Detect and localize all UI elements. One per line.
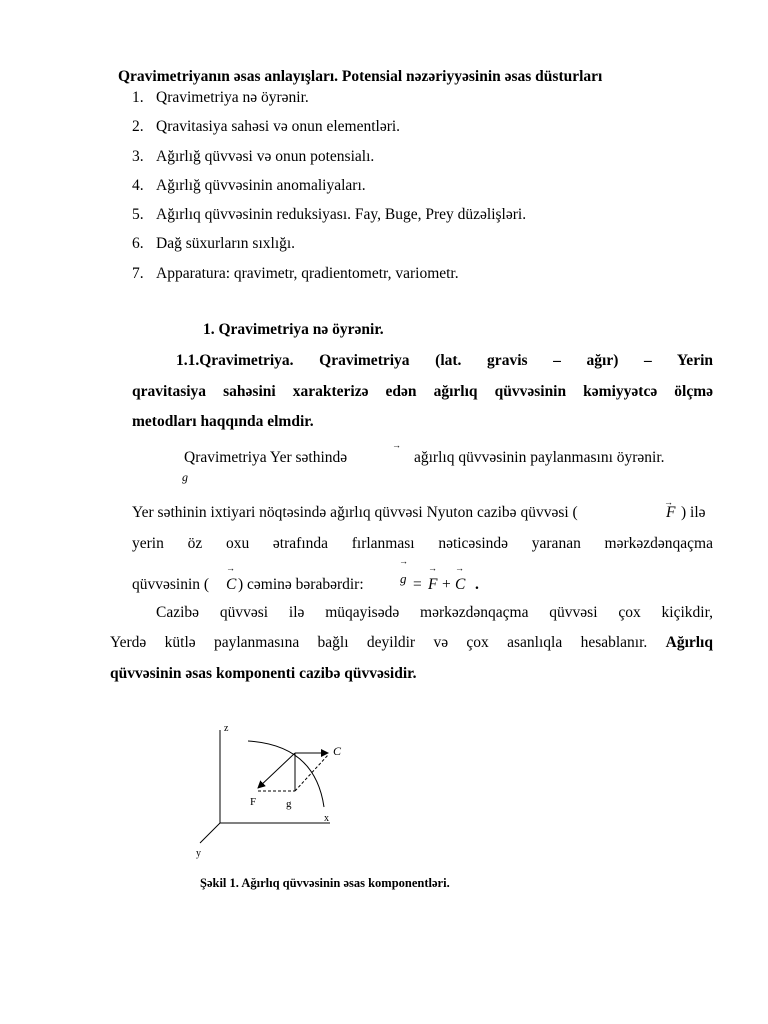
- label-C: C: [333, 744, 342, 758]
- definition-line-2: qravitasiya sahəsini xarakterizə edən ağırlıq qüvvəsinin kəmiyyətcə ölçmə: [132, 383, 713, 400]
- dashed-parallel-2: [295, 755, 328, 791]
- sentence-g-before: Qravimetriya Yer səthində: [184, 449, 348, 466]
- vector-arrow-icon: →: [392, 440, 401, 450]
- list-item: 1. Qravimetriya nə öyrənir.: [132, 89, 309, 106]
- para1-line3-after: ) cəminə bərabərdir:: [238, 576, 364, 593]
- para2-line1: Cazibə qüvvəsi ilə müqayisədə mərkəzdənqaçma qüvvəsi çox kiçikdir,: [156, 604, 713, 621]
- list-item: 4. Ağırlığ qüvvəsinin anomaliyaları.: [132, 176, 366, 194]
- para2-line3: qüvvəsinin əsas komponenti cazibə qüvvəsidir.: [110, 665, 417, 682]
- formula-g: g: [400, 571, 407, 586]
- formula-equals: =: [413, 576, 422, 593]
- vector-arrow-icon: →: [664, 497, 673, 507]
- list-item: 6. Dağ süxurların sıxlığı.: [132, 235, 296, 253]
- figure-caption: Şəkil 1. Ağırlıq qüvvəsinin əsas komponentləri.: [200, 876, 450, 890]
- vector-arrow-icon: →: [226, 563, 235, 573]
- formula-C: C: [455, 576, 466, 593]
- para2-line2: Yerdə kütlə paylanmasına bağlı deyildir və çox asanlıqla hesablanır. Ağırlıq: [110, 634, 713, 651]
- label-F: F: [250, 796, 257, 808]
- list-item: 7. Apparatura: qravimetr, qradientometr, variometr.: [132, 264, 459, 282]
- list-item: 5. Ağırlıq qüvvəsinin reduksiyası. Fay, Buge, Prey düzəlişləri.: [132, 206, 527, 224]
- vector-arrow-icon: →: [399, 556, 408, 566]
- para1-line1-before: Yer səthinin ixtiyari nöqtəsində ağırlıq qüvvəsi Nyuton cazibə qüvvəsi (: [132, 504, 578, 521]
- formula-F: F: [428, 576, 438, 593]
- definition-line-3: metodları haqqında elmdir.: [132, 413, 314, 430]
- list-item: 3. Ağırlığ qüvvəsi və onun potensialı.: [132, 147, 375, 165]
- gravity-components-figure: [190, 715, 370, 865]
- label-g: g: [286, 798, 292, 810]
- para1-line1-after: ) ilə: [681, 504, 706, 521]
- list-item: 2. Qravitasiya sahəsi və onun elementləri.: [132, 118, 401, 136]
- sentence-g-after: ağırlıq qüvvəsinin paylanmasını öyrənir.: [414, 449, 665, 466]
- y-axis: [200, 823, 220, 843]
- formula-plus: +: [442, 576, 451, 593]
- attraction-vector: [258, 753, 295, 788]
- axis-y-label: y: [196, 848, 201, 859]
- vector-arrow-icon: →: [455, 563, 464, 573]
- page-title: Qravimetriyanın əsas anlayışları. Potensial nəzəriyyəsinin əsas düsturları: [118, 68, 603, 85]
- definition-line-1: 1.1.Qravimetriya. Qravimetriya (lat. gravis – ağır) – Yerin: [176, 352, 713, 369]
- g-symbol: g: [182, 470, 188, 484]
- axis-z-label: z: [224, 723, 229, 734]
- para1-line3-before: qüvvəsinin (: [132, 576, 210, 593]
- axis-x-label: x: [324, 813, 329, 824]
- topic-list: [132, 88, 526, 293]
- section-heading: 1. Qravimetriya nə öyrənir.: [203, 321, 384, 338]
- para1-line2: yerin öz oxu ətrafında fırlanması nəticəsində yaranan mərkəzdənqaçma: [132, 535, 713, 552]
- C-symbol: C: [226, 576, 237, 593]
- vector-arrow-icon: →: [428, 563, 437, 573]
- F-symbol: F: [666, 504, 676, 521]
- formula-period: .: [475, 576, 479, 593]
